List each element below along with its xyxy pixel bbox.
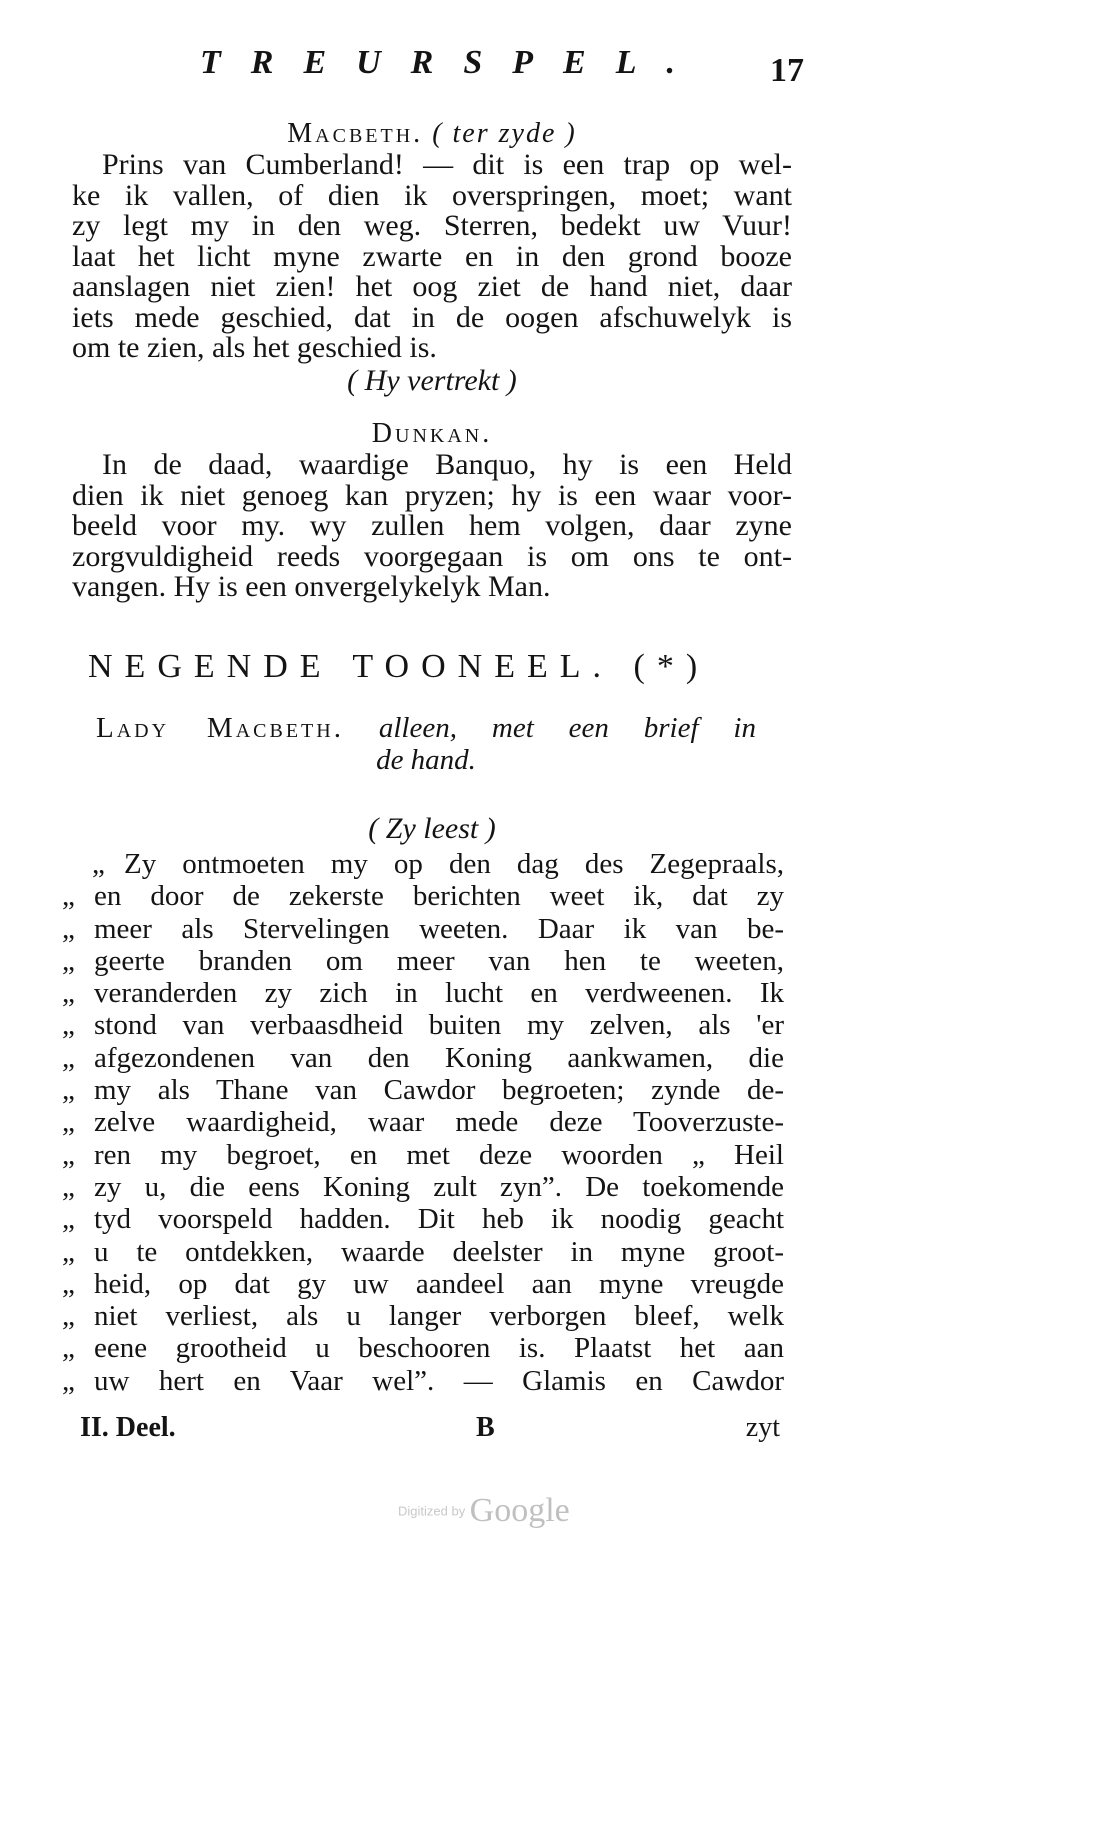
quote-mark: „ bbox=[62, 1106, 75, 1139]
page-number: 17 bbox=[770, 52, 804, 89]
reads-direction: ( Zy leest ) bbox=[368, 812, 496, 845]
letter-line bbox=[62, 1106, 784, 1138]
text-line: zorgvuldigheid reeds voorgegaan is om ons te ont- bbox=[72, 539, 792, 573]
text-line: ke ik vallen, of dien ik overspringen, moet; want bbox=[72, 178, 792, 212]
letter-text bbox=[62, 848, 784, 1397]
letter-line-text: tyd voorspeld hadden. Dit heb ik noodig geacht bbox=[94, 1203, 784, 1236]
text-line: zy legt my in den weg. Sterren, bedekt uw Vuur! bbox=[72, 209, 792, 242]
text-line: dien ik niet genoeg kan pryzen; hy is een waar voor- bbox=[72, 478, 792, 512]
letter-line bbox=[62, 1365, 784, 1397]
letter-line-text: niet verliest, als u langer verborgen bleef, welk bbox=[94, 1300, 784, 1333]
letter-line bbox=[62, 945, 784, 977]
speech-macbeth bbox=[72, 118, 792, 396]
letter-line bbox=[62, 1203, 784, 1235]
letter-line bbox=[62, 1139, 784, 1171]
letter-line bbox=[62, 1042, 784, 1074]
scene-direction: alleen, met een brief in bbox=[378, 712, 756, 744]
letter-line-text: u te ontdekken, waarde deelster in myne groot- bbox=[94, 1235, 784, 1268]
quote-mark: „ bbox=[62, 1300, 75, 1333]
speaker-name: Dunkan. bbox=[371, 418, 493, 449]
letter-line-text: heid, op dat gy uw aandeel aan myne vreugde bbox=[94, 1267, 784, 1300]
letter-line-text: ren my begroet, en met deze woorden „ Heil bbox=[94, 1138, 784, 1171]
quote-mark: „ bbox=[62, 880, 75, 913]
letter-line-text: zy u, die eens Koning zult zyn”. De toekomende bbox=[94, 1170, 784, 1203]
letter-line-text: meer als Stervelingen weeten. Daar ik van be- bbox=[94, 912, 784, 945]
letter-line bbox=[62, 1171, 784, 1203]
letter-line bbox=[62, 977, 784, 1009]
volume-label: II. Deel. bbox=[80, 1412, 176, 1443]
quote-mark: „ bbox=[62, 1235, 75, 1268]
letter-line-text: stond van verbaasdheid buiten my zelven, als 'er bbox=[94, 1009, 784, 1042]
speaker-heading bbox=[72, 118, 792, 150]
catchword: zyt bbox=[745, 1412, 780, 1443]
speaker-name: Macbeth. bbox=[287, 118, 424, 149]
letter-line bbox=[62, 1236, 784, 1268]
scene-title: NEGENDE TOONEEL. (*) bbox=[88, 648, 710, 685]
quote-mark: „ bbox=[62, 1170, 75, 1203]
letter-line-text: afgezondenen van den Koning aankwamen, die bbox=[94, 1041, 784, 1074]
text-line: Prins van Cumberland! — dit is een trap op wel- bbox=[102, 148, 792, 181]
letter-line bbox=[62, 880, 784, 912]
scene-speaker-name: Lady Macbeth. bbox=[96, 712, 344, 744]
exit-direction: ( Hy vertrekt ) bbox=[347, 363, 517, 397]
quote-mark: „ bbox=[62, 1041, 75, 1074]
letter-line-text: en door de zekerste berichten weet ik, dat zy bbox=[94, 880, 784, 913]
google-logo: Google bbox=[469, 1492, 570, 1529]
letter-line bbox=[62, 1300, 784, 1332]
scene-speaker-heading bbox=[96, 712, 756, 776]
speaker-heading bbox=[72, 418, 792, 450]
scene-direction-cont: de hand. bbox=[376, 744, 476, 776]
signature-mark: B bbox=[476, 1412, 495, 1443]
quote-mark: „ bbox=[62, 1364, 75, 1397]
quote-mark: „ bbox=[62, 912, 75, 945]
letter-line bbox=[62, 1268, 784, 1300]
letter-line bbox=[62, 1009, 784, 1041]
quote-mark: „ bbox=[62, 1009, 75, 1042]
letter-line-text: uw hert en Vaar wel”. — Glamis en Cawdor bbox=[94, 1364, 784, 1397]
quote-mark: „ bbox=[62, 1138, 75, 1171]
quote-mark: „ bbox=[62, 1074, 75, 1107]
letter-line bbox=[62, 913, 784, 945]
letter-line bbox=[62, 1332, 784, 1364]
text-line: vangen. Hy is een onvergelykelyk Man. bbox=[72, 570, 551, 603]
letter-line-text: eene grootheid u beschooren is. Plaatst het aan bbox=[94, 1332, 784, 1365]
text-line: In de daad, waardige Banquo, hy is een Held bbox=[102, 448, 792, 481]
letter-line-text: my als Thane van Cawdor begroeten; zynde de- bbox=[94, 1074, 784, 1107]
quote-mark: „ bbox=[62, 1203, 75, 1236]
text-line: beeld voor my. wy zullen hem volgen, daar zyne bbox=[72, 509, 792, 542]
digitized-watermark bbox=[398, 1492, 570, 1530]
stage-direction: ( ter zyde ) bbox=[432, 118, 577, 149]
speech-dunkan bbox=[72, 418, 792, 603]
letter-line bbox=[62, 1074, 784, 1106]
quote-mark: „ bbox=[62, 1267, 75, 1300]
letter-line-text: geerte branden om meer van hen te weeten, bbox=[94, 944, 784, 977]
running-title: TREURSPEL. bbox=[200, 44, 705, 81]
text-line: laat het licht myne zwarte en in den grond booze bbox=[72, 239, 792, 273]
letter-line bbox=[62, 848, 784, 880]
quote-mark: „ bbox=[92, 848, 105, 880]
quote-mark: „ bbox=[62, 944, 75, 977]
quote-mark: „ bbox=[62, 977, 75, 1010]
letter-line-text: zelve waardigheid, waar mede deze Tooverzuste- bbox=[94, 1106, 784, 1139]
text-line: aanslagen niet zien! het oog ziet de hand niet, daar bbox=[72, 270, 792, 303]
quote-mark: „ bbox=[62, 1332, 75, 1365]
letter-line-text: veranderden zy zich in lucht en verdweenen. Ik bbox=[94, 977, 784, 1010]
digitized-by-text: Digitized by bbox=[398, 1503, 466, 1519]
text-line: om te zien, als het geschied is. bbox=[72, 331, 437, 364]
text-line: iets mede geschied, dat in de oogen afschuwelyk is bbox=[72, 300, 792, 334]
letter-line-text: Zy ontmoeten my op den dag des Zegepraals, bbox=[124, 848, 784, 880]
